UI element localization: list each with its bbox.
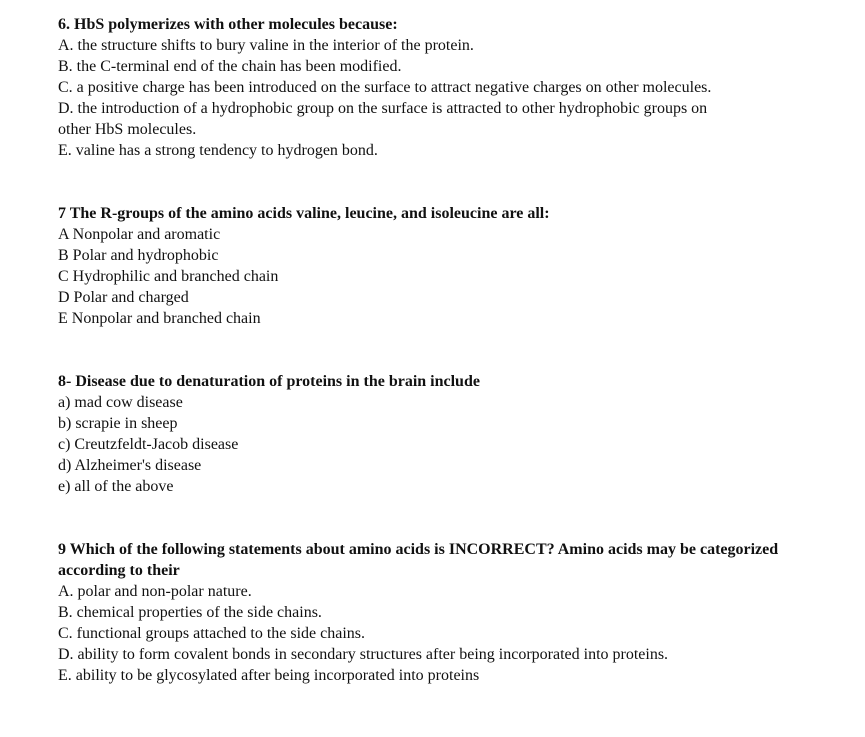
question-8-option-a: a) mad cow disease bbox=[58, 394, 183, 411]
question-9-option-e: E. ability to be glycosylated after being incorporated into proteins bbox=[58, 667, 480, 684]
question-8 bbox=[58, 371, 848, 497]
question-7-option-e: E Nonpolar and branched chain bbox=[58, 310, 261, 327]
question-6-option-e: E. valine has a strong tendency to hydrogen bond. bbox=[58, 142, 378, 159]
question-8-option-c: c) Creutzfeldt-Jacob disease bbox=[58, 436, 239, 453]
question-9 bbox=[58, 539, 848, 686]
question-9-title: 9 Which of the following statements about amino acids is INCORRECT? Amino acids may be categorized according to their bbox=[58, 541, 779, 579]
question-6-title: 6. HbS polymerizes with other molecules because: bbox=[58, 16, 398, 33]
question-8-option-d: d) Alzheimer's disease bbox=[58, 457, 202, 474]
question-9-option-c: C. functional groups attached to the side chains. bbox=[58, 625, 366, 642]
question-8-title: 8- Disease due to denaturation of proteins in the brain include bbox=[58, 373, 480, 390]
question-6-option-a: A. the structure shifts to bury valine in the interior of the protein. bbox=[58, 37, 474, 54]
question-6-option-d: D. the introduction of a hydrophobic group on the surface is attracted to other hydrophobic groups on other HbS molecules. bbox=[58, 100, 708, 138]
question-9-option-d: D. ability to form covalent bonds in secondary structures after being incorporated into proteins. bbox=[58, 646, 669, 663]
question-9-option-b: B. chemical properties of the side chains. bbox=[58, 604, 322, 621]
question-7-option-c: C Hydrophilic and branched chain bbox=[58, 268, 279, 285]
question-6-option-b: B. the C-terminal end of the chain has been modified. bbox=[58, 58, 402, 75]
question-7-option-a: A Nonpolar and aromatic bbox=[58, 226, 221, 243]
question-7-title: 7 The R-groups of the amino acids valine, leucine, and isoleucine are all: bbox=[58, 205, 550, 222]
spacer bbox=[58, 161, 848, 203]
spacer bbox=[58, 329, 848, 371]
question-9-option-a: A. polar and non-polar nature. bbox=[58, 583, 252, 600]
question-7 bbox=[58, 203, 848, 329]
question-6 bbox=[58, 14, 848, 161]
question-7-option-b: B Polar and hydrophobic bbox=[58, 247, 219, 264]
question-6-option-c: C. a positive charge has been introduced on the surface to attract negative charges on other molecules. bbox=[58, 79, 712, 96]
question-8-option-e: e) all of the above bbox=[58, 478, 174, 495]
question-8-option-b: b) scrapie in sheep bbox=[58, 415, 178, 432]
question-7-option-d: D Polar and charged bbox=[58, 289, 189, 306]
document-page bbox=[58, 14, 848, 686]
spacer bbox=[58, 497, 848, 539]
